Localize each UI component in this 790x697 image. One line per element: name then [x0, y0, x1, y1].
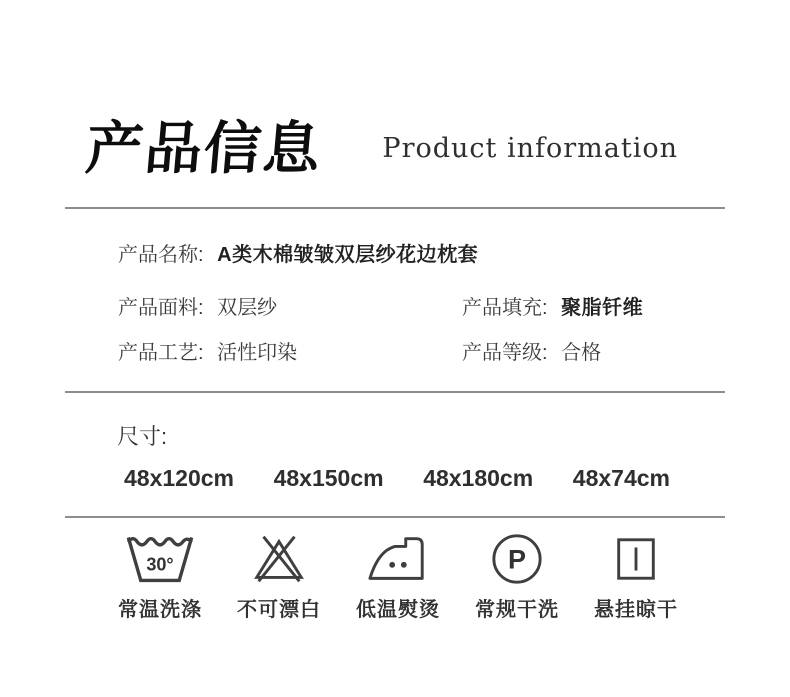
hang-dry-icon — [611, 531, 661, 587]
care-item-iron — [356, 531, 440, 622]
care-item-bleach — [237, 531, 321, 622]
wash-30-icon — [123, 531, 197, 587]
filling-label: 产品填充: — [462, 297, 548, 319]
care-instructions-row — [118, 531, 678, 622]
grade-label: 产品等级: — [462, 342, 548, 364]
size-option: 48x180cm — [423, 465, 534, 491]
divider-bottom — [65, 516, 725, 518]
divider-middle — [65, 391, 725, 393]
grade-value: 合格 — [561, 342, 602, 364]
fabric-value: 双层纱 — [217, 297, 278, 319]
care-item-wash — [118, 531, 202, 622]
care-label: 悬挂晾干 — [594, 599, 678, 621]
grade-cell — [462, 336, 601, 365]
no-bleach-icon — [248, 531, 310, 587]
size-option: 48x150cm — [273, 465, 384, 491]
size-options-row — [124, 465, 670, 492]
filling-cell — [462, 291, 643, 320]
product-name-value: A类木棉皱皱双层纱花边枕套 — [217, 244, 479, 266]
product-name-row — [118, 238, 728, 267]
page-subtitle-en: Product information — [382, 133, 678, 164]
wash-temp-text: 30° — [146, 554, 174, 575]
size-option: 48x120cm — [124, 465, 234, 491]
iron-low-icon — [367, 531, 429, 587]
fabric-label: 产品面料: — [118, 297, 204, 319]
craft-cell — [118, 336, 297, 365]
dry-clean-letter: P — [507, 544, 527, 575]
size-section-label: 尺寸: — [117, 424, 168, 449]
care-item-dryclean — [475, 531, 559, 622]
care-label: 低温熨烫 — [356, 599, 440, 621]
care-label: 不可漂白 — [237, 599, 321, 621]
dry-clean-p-icon — [490, 531, 544, 587]
care-item-hangdry — [594, 531, 678, 622]
divider-top — [65, 207, 725, 209]
craft-label: 产品工艺: — [118, 342, 204, 364]
care-label: 常规干洗 — [475, 599, 559, 621]
craft-value: 活性印染 — [217, 342, 298, 364]
care-label: 常温洗涤 — [118, 599, 202, 621]
filling-value: 聚脂钎维 — [561, 297, 644, 319]
fabric-cell — [118, 291, 277, 320]
product-name-label: 产品名称: — [118, 244, 204, 266]
page-title: 产品信息 — [83, 117, 325, 181]
size-option: 48x74cm — [572, 465, 670, 491]
